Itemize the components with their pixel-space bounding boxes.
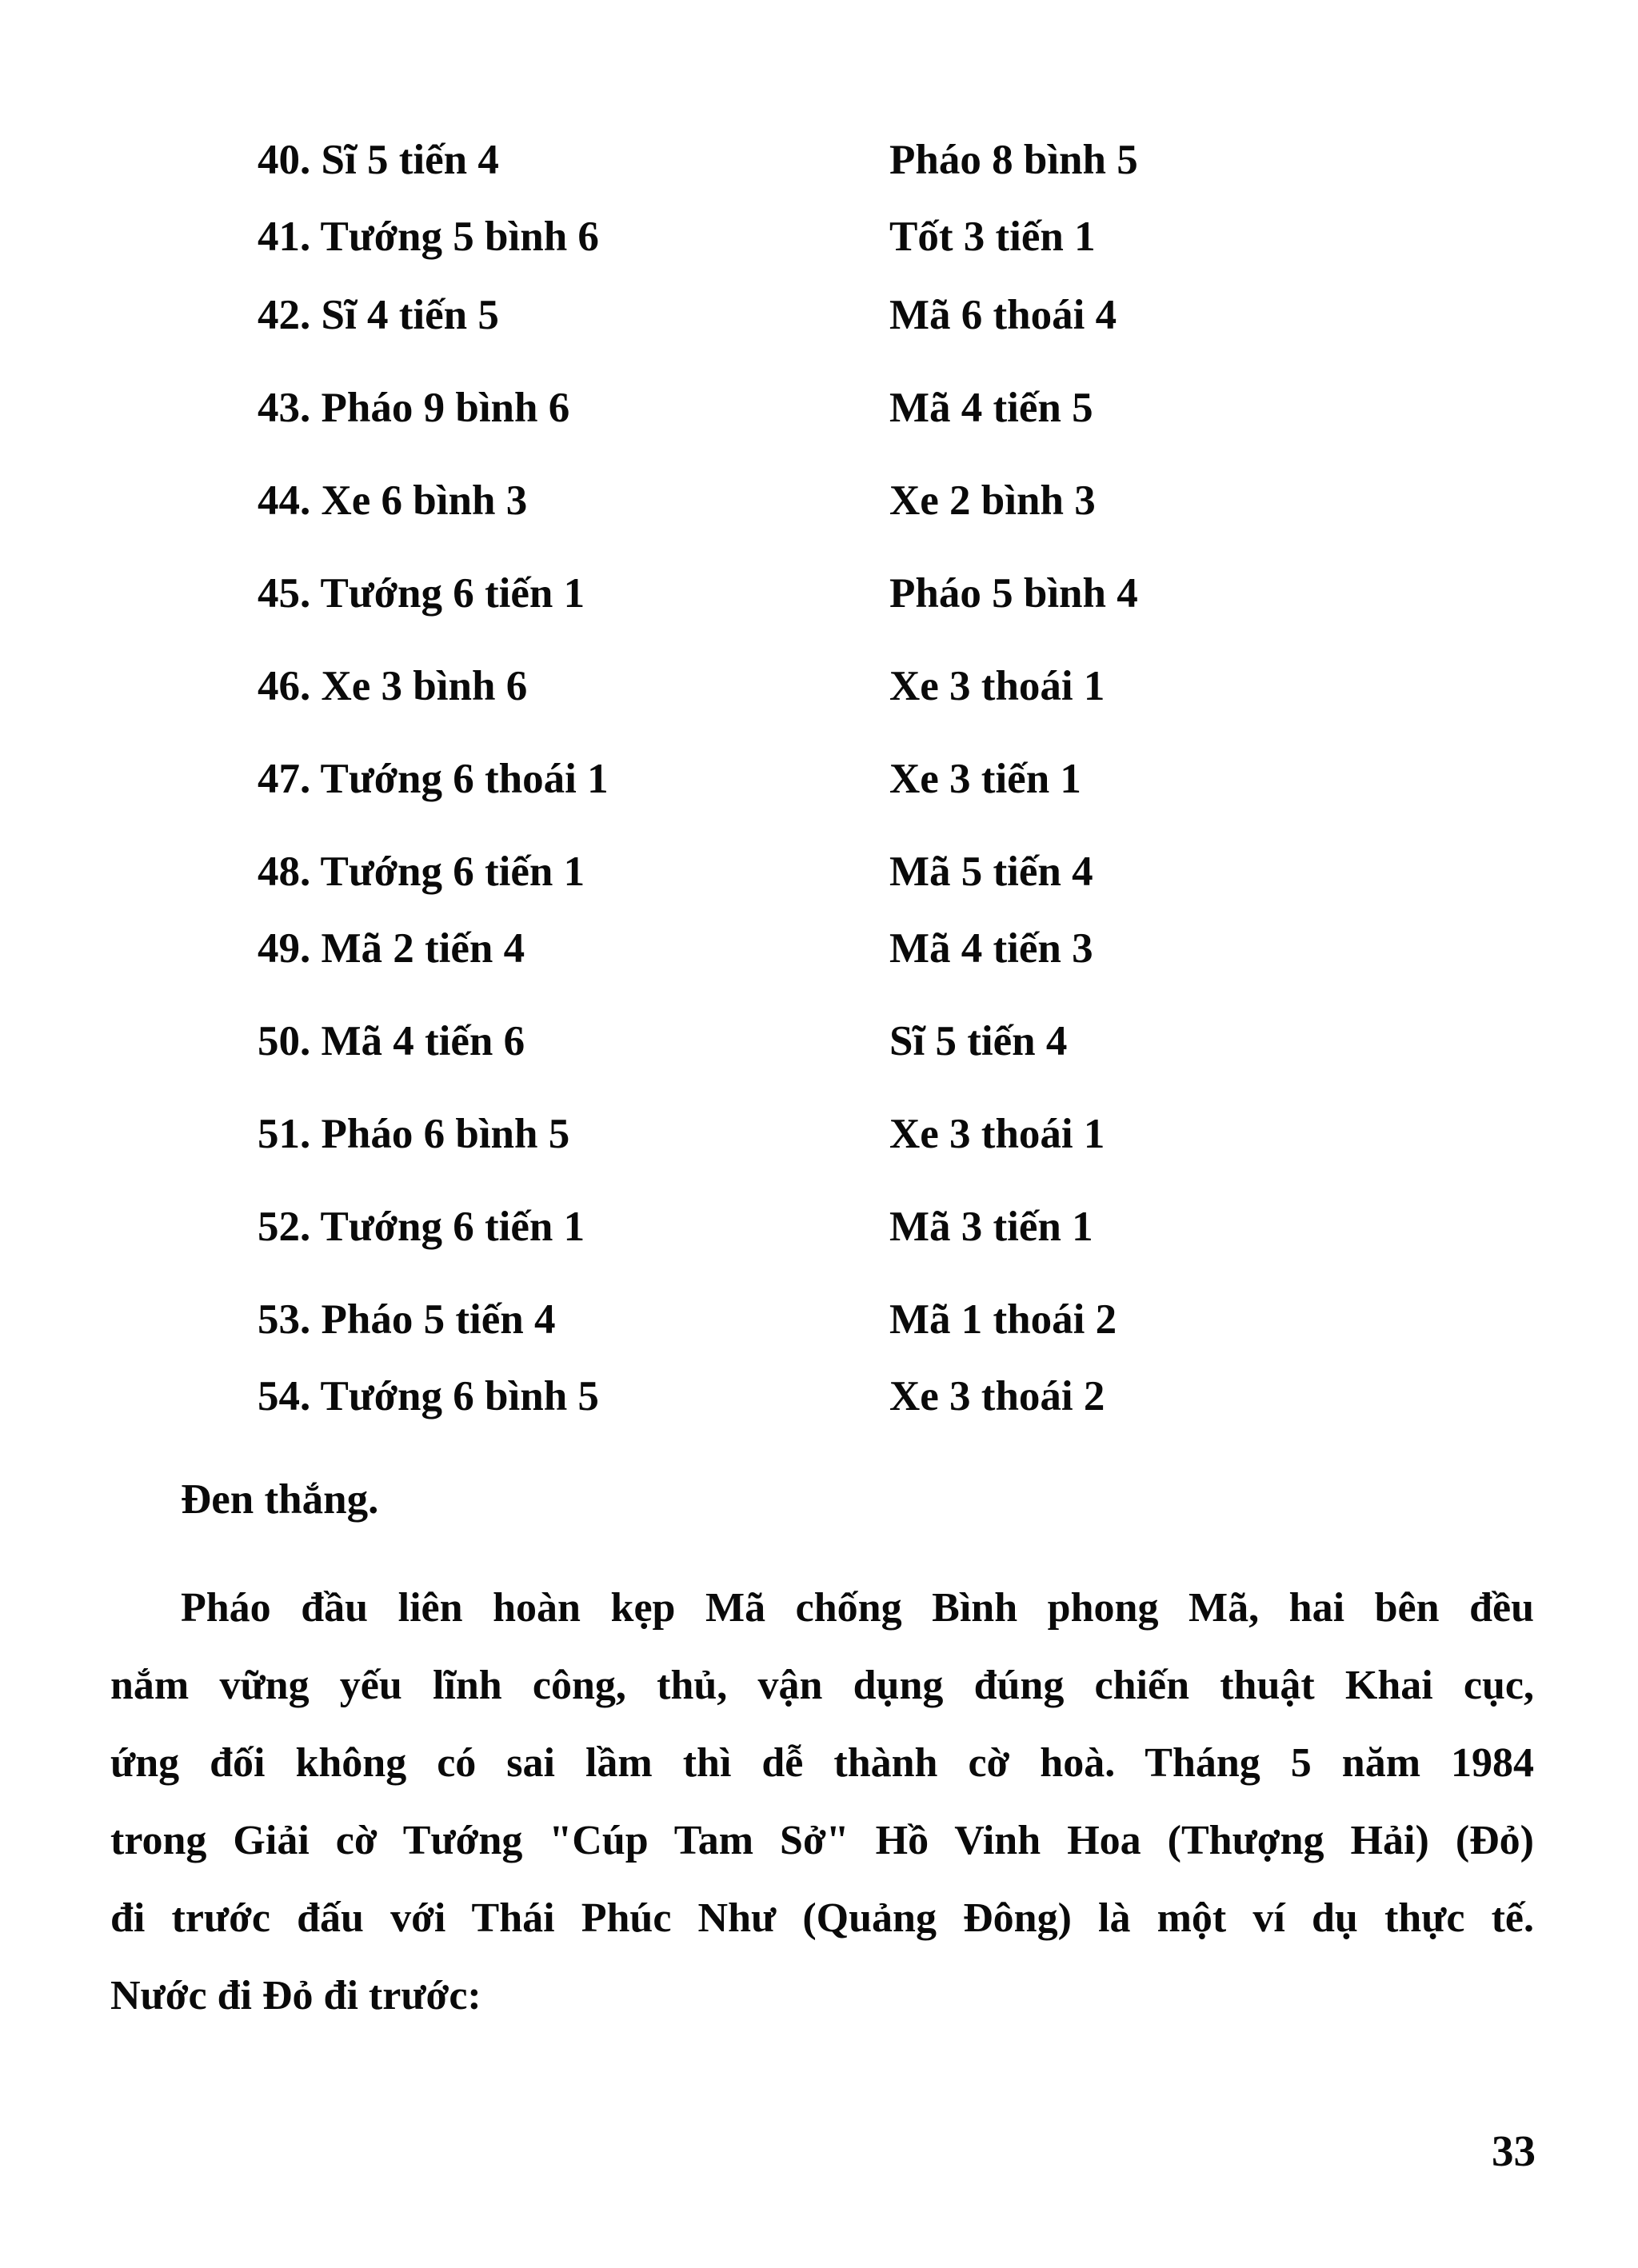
- red-move: 42. Sĩ 4 tiến 5: [258, 292, 499, 338]
- black-move: Mã 6 thoái 4: [889, 292, 1117, 338]
- move-row: [258, 561, 1297, 625]
- black-move: Mã 4 tiến 5: [889, 385, 1093, 431]
- black-move: Xe 3 thoái 2: [889, 1373, 1105, 1419]
- move-row: [258, 840, 1297, 904]
- paragraph-line: đi trước đấu với Thái Phúc Như (Quảng Đông) là một ví dụ thực tế.: [110, 1895, 1534, 1941]
- red-move: 50. Mã 4 tiến 6: [258, 1018, 525, 1064]
- black-move: Pháo 5 bình 4: [889, 570, 1138, 617]
- black-move: Sĩ 5 tiến 4: [889, 1018, 1068, 1064]
- move-row: [258, 916, 1297, 980]
- red-move: 46. Xe 3 bình 6: [258, 663, 528, 709]
- paragraph-line: Nước đi Đỏ đi trước:: [110, 1973, 481, 2018]
- black-move: Mã 1 thoái 2: [889, 1296, 1117, 1343]
- red-move: 45. Tướng 6 tiến 1: [258, 570, 585, 617]
- black-move: Mã 3 tiến 1: [889, 1204, 1093, 1250]
- red-move: 52. Tướng 6 tiến 1: [258, 1204, 585, 1250]
- paragraph-line: nắm vững yếu lĩnh công, thủ, vận dụng đúng chiến thuật Khai cục,: [110, 1663, 1534, 1708]
- move-row: [258, 1009, 1297, 1073]
- black-move: Xe 2 bình 3: [889, 477, 1096, 524]
- red-move: 44. Xe 6 bình 3: [258, 477, 528, 524]
- move-row: [258, 654, 1297, 718]
- red-move: 47. Tướng 6 thoái 1: [258, 756, 609, 802]
- black-move: Pháo 8 bình 5: [889, 137, 1138, 183]
- move-row: [258, 469, 1297, 533]
- red-move: 54. Tướng 6 bình 5: [258, 1373, 599, 1419]
- game-result: Đen thắng.: [181, 1476, 379, 1523]
- red-move: 51. Pháo 6 bình 5: [258, 1111, 570, 1157]
- black-move: Mã 4 tiến 3: [889, 925, 1093, 972]
- commentary-paragraph: [110, 1569, 1534, 2034]
- black-move: Mã 5 tiến 4: [889, 849, 1093, 895]
- red-move: 41. Tướng 5 bình 6: [258, 214, 599, 260]
- black-move: Xe 3 thoái 1: [889, 663, 1105, 709]
- move-row: [258, 283, 1297, 347]
- red-move: 53. Pháo 5 tiến 4: [258, 1296, 556, 1343]
- paragraph-line: trong Giải cờ Tướng "Cúp Tam Sở" Hồ Vinh Hoa (Thượng Hải) (Đỏ): [110, 1818, 1534, 1863]
- move-row: [258, 376, 1297, 440]
- black-move: Xe 3 tiến 1: [889, 756, 1081, 802]
- paragraph-line: Pháo đầu liên hoàn kẹp Mã chống Bình phong Mã, hai bên đều: [181, 1585, 1534, 1631]
- move-row: [258, 128, 1297, 192]
- paragraph-line: ứng đối không có sai lầm thì dễ thành cờ hoà. Tháng 5 năm 1984: [110, 1740, 1534, 1786]
- red-move: 49. Mã 2 tiến 4: [258, 925, 525, 972]
- red-move: 43. Pháo 9 bình 6: [258, 385, 570, 431]
- move-row: [258, 1195, 1297, 1259]
- black-move: Xe 3 thoái 1: [889, 1111, 1105, 1157]
- move-row: [258, 1364, 1297, 1428]
- move-row: [258, 747, 1297, 811]
- page-number: 33: [1492, 2126, 1536, 2175]
- red-move: 48. Tướng 6 tiến 1: [258, 849, 585, 895]
- black-move: Tốt 3 tiến 1: [889, 214, 1096, 260]
- red-move: 40. Sĩ 5 tiến 4: [258, 137, 499, 183]
- move-row: [258, 205, 1297, 269]
- move-row: [258, 1102, 1297, 1166]
- move-row: [258, 1288, 1297, 1352]
